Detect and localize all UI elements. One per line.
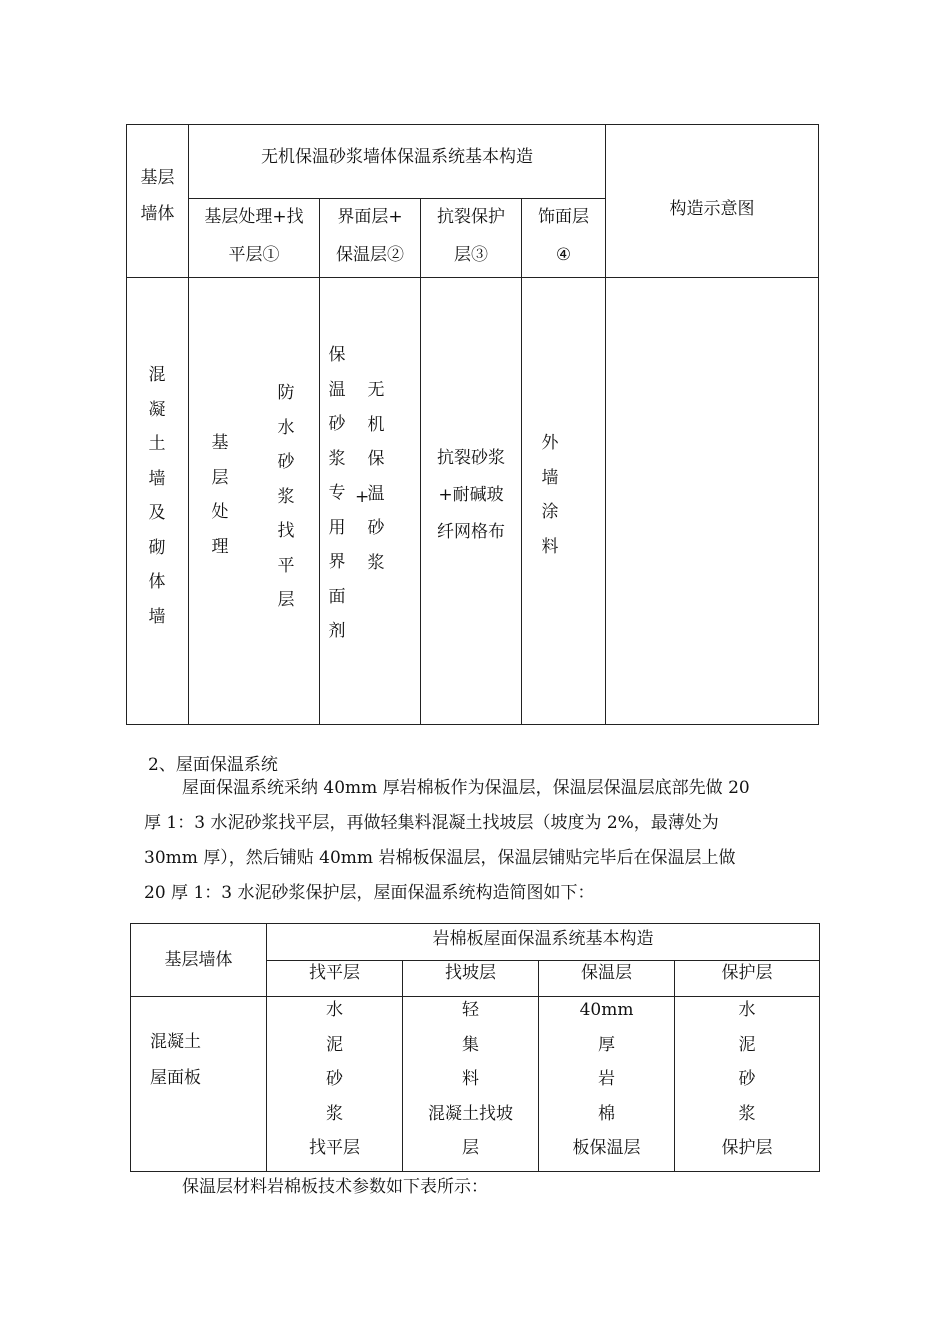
t2-base-header: 基层墙体 xyxy=(164,950,233,970)
t2-row-label: 混凝土 屋面板 xyxy=(150,1032,201,1088)
t2-subheader-slope: 找坡层 xyxy=(445,963,496,983)
col2-interface-agent: 保 温 砂 浆 专 用 界 面 剂 xyxy=(328,345,346,641)
subheader-crack: 抗裂保护 层③ xyxy=(437,207,505,265)
col1-waterproof-mortar: 防 水 砂 浆 找 平 层 xyxy=(277,383,295,610)
t2-col-leveling: 水 泥 砂 浆 找平层 xyxy=(309,1000,360,1158)
col3-crack-mortar: 抗裂砂浆 +耐碱玻 纤网格布 xyxy=(437,448,505,542)
subheader-finish: 饰面层 ④ xyxy=(538,207,589,265)
section-heading: 2、屋面保温系统 xyxy=(148,755,278,775)
paragraph-line: 屋面保温系统采纳 40mm 厚岩棉板作为保温层，保温层保温层底部先做 20 xyxy=(182,778,750,798)
row-label-concrete-wall: 混 凝 土 墙 及 砌 体 墙 xyxy=(148,365,166,627)
t2-subheader-protection: 保护层 xyxy=(721,963,773,983)
col2-plus: + xyxy=(355,487,370,507)
paragraph-line: 厚 1：3 水泥砂浆找平层，再做轻集料混凝土找坡层（坡度为 2%，最薄处为 xyxy=(144,813,719,833)
diagram-header: 构造示意图 xyxy=(669,199,755,219)
t2-col-insulation: 40mm 厚 岩 棉 板保温层 xyxy=(572,1000,641,1158)
t2-subheader-insulation: 保温层 xyxy=(581,963,632,983)
subheader-leveling: 基层处理+找 平层① xyxy=(204,207,304,265)
col1-base-treatment: 基 层 处 理 xyxy=(211,433,229,557)
section-paragraph xyxy=(144,771,816,911)
t2-col-slope: 轻 集 料 混凝土找坡 层 xyxy=(428,1000,513,1158)
subheader-interface: 界面层+ 保温层② xyxy=(336,207,404,265)
footer-line: 保温层材料岩棉板技术参数如下表所示： xyxy=(182,1177,488,1197)
paragraph-line: 30mm 厚），然后铺贴 40mm 岩棉板保温层，保温层铺贴完毕后在保温层上做 xyxy=(144,848,736,868)
col2-inorganic-mortar: 无 机 保 温 砂 浆 xyxy=(367,380,385,573)
t2-group-header: 岩棉板屋面保温系统基本构造 xyxy=(432,929,654,949)
t2-col-protection: 水 泥 砂 浆 保护层 xyxy=(721,1000,773,1158)
col4-exterior-paint: 外 墙 涂 料 xyxy=(541,433,559,557)
t2-subheader-leveling: 找平层 xyxy=(309,963,360,983)
group-header: 无机保温砂浆墙体保温系统基本构造 xyxy=(261,147,533,167)
paragraph-line: 20 厚 1：3 水泥砂浆保护层，屋面保温系统构造简图如下： xyxy=(144,883,595,903)
base-wall-header: 基层 墙体 xyxy=(140,168,175,224)
